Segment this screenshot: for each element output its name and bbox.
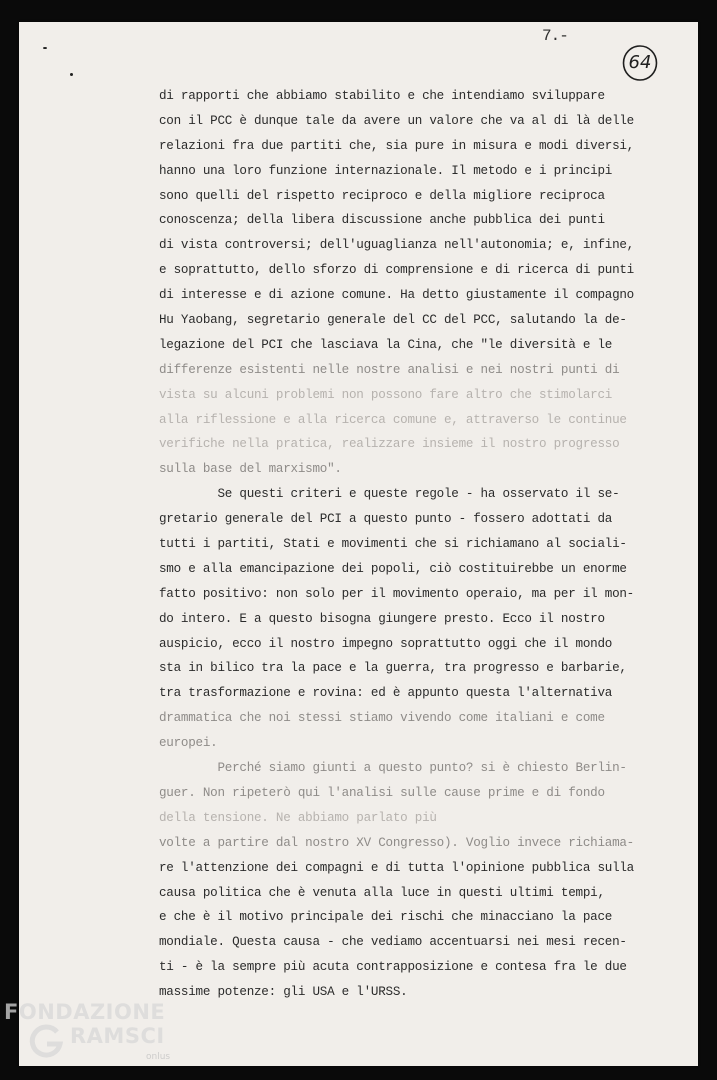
text-line: tra trasformazione e rovina: ed è appunto questa l'alternativa <box>159 686 613 701</box>
text-line: conoscenza; della libera discussione anche pubblica dei punti <box>159 213 605 228</box>
text-line: di rapporti che abbiamo stabilito e che intendiamo sviluppare <box>159 89 605 103</box>
archive-stamp <box>621 44 659 82</box>
text-line: Se questi criteri e queste regole - ha osservato il se- <box>159 487 620 502</box>
text-line: gretario generale del PCI a questo punto - fossero adottati da <box>159 512 613 527</box>
text-line: alla riflessione e alla ricerca comune e, attraverso le continue <box>159 412 627 427</box>
text-line: volte a partire dal nostro XV Congresso). Voglio invece richiama- <box>159 835 634 850</box>
ink-mark <box>43 47 47 49</box>
archive-stamp-number: 64 <box>628 52 652 73</box>
text-line: guer. Non ripeterò qui l'analisi sulle cause prime e di fondo <box>159 785 605 800</box>
text-line: re l'attenzione dei compagni e di tutta l'opinione pubblica sulla <box>159 860 634 875</box>
text-line: differenze esistenti nelle nostre analisi e nei nostri punti di <box>159 362 620 377</box>
text-line: sta in bilico tra la pace e la guerra, tra progresso e barbarie, <box>159 661 627 676</box>
text-line: massime potenze: gli USA e l'URSS. <box>159 985 408 1000</box>
text-line: legazione del PCI che lasciava la Cina, che "le diversità e le <box>159 337 613 352</box>
page-number: 7.- <box>542 27 568 45</box>
text-line: sono quelli del rispetto reciproco e della migliore reciproca <box>159 188 605 203</box>
text-line: mondiale. Questa causa - che vediamo accentuarsi nei mesi recen- <box>159 935 627 950</box>
text-line: sulla base del marxismo". <box>159 462 342 477</box>
text-line: smo e alla emancipazione dei popoli, ciò costituirebbe un enorme <box>159 561 627 576</box>
text-line: Hu Yaobang, segretario generale del CC del PCC, salutando la de- <box>159 313 627 328</box>
text-line: tutti i partiti, Stati e movimenti che si richiamano al sociali- <box>159 537 627 552</box>
text-line: Perché siamo giunti a questo punto? si è chiesto Berlin- <box>159 761 627 776</box>
archive-watermark <box>0 1000 200 1080</box>
watermark-line1: FONDAZIONE <box>4 1000 166 1024</box>
text-line: auspicio, ecco il nostro impegno soprattutto oggi che il mondo <box>159 636 613 651</box>
document-page <box>19 22 698 1066</box>
watermark-suffix: onlus <box>146 1052 171 1062</box>
text-line: do intero. E a questo bisogna giungere presto. Ecco il nostro <box>159 611 605 626</box>
text-line: con il PCC è dunque tale da avere un valore che va al di là delle <box>159 113 634 128</box>
text-line: vista su alcuni problemi non possono fare altro che stimolarci <box>159 387 613 402</box>
text-line: ti - è la sempre più acuta contrapposizione e contesa fra le due <box>159 960 627 975</box>
text-line: e che è il motivo principale dei rischi che minacciano la pace <box>159 910 613 925</box>
text-line: europei. <box>159 736 218 751</box>
ink-mark <box>70 73 73 76</box>
text-line: della tensione. Ne abbiamo parlato più <box>159 810 437 825</box>
text-line: causa politica che è venuta alla luce in questi ultimi tempi, <box>159 885 605 900</box>
text-line: fatto positivo: non solo per il movimento operaio, ma per il mon- <box>159 586 634 601</box>
text-line: di vista controversi; dell'uguaglianza nell'autonomia; e, infine, <box>159 238 634 253</box>
text-line: drammatica che noi stessi stiamo vivendo come italiani e come <box>159 711 605 726</box>
text-line: di interesse e di azione comune. Ha detto giustamente il compagno <box>159 288 634 303</box>
text-line: hanno una loro funzione internazionale. Il metodo e i principi <box>159 163 613 178</box>
watermark-line2: RAMSCI <box>70 1024 165 1048</box>
text-line: e soprattutto, dello sforzo di comprensione e di ricerca di punti <box>159 263 634 278</box>
watermark-g-logo <box>27 1022 65 1060</box>
text-line: verifiche nella pratica, realizzare insieme il nostro progresso <box>159 437 620 452</box>
text-line: relazioni fra due partiti che, sia pure in misura e modi diversi, <box>159 138 634 153</box>
typed-text-body <box>159 84 634 1005</box>
